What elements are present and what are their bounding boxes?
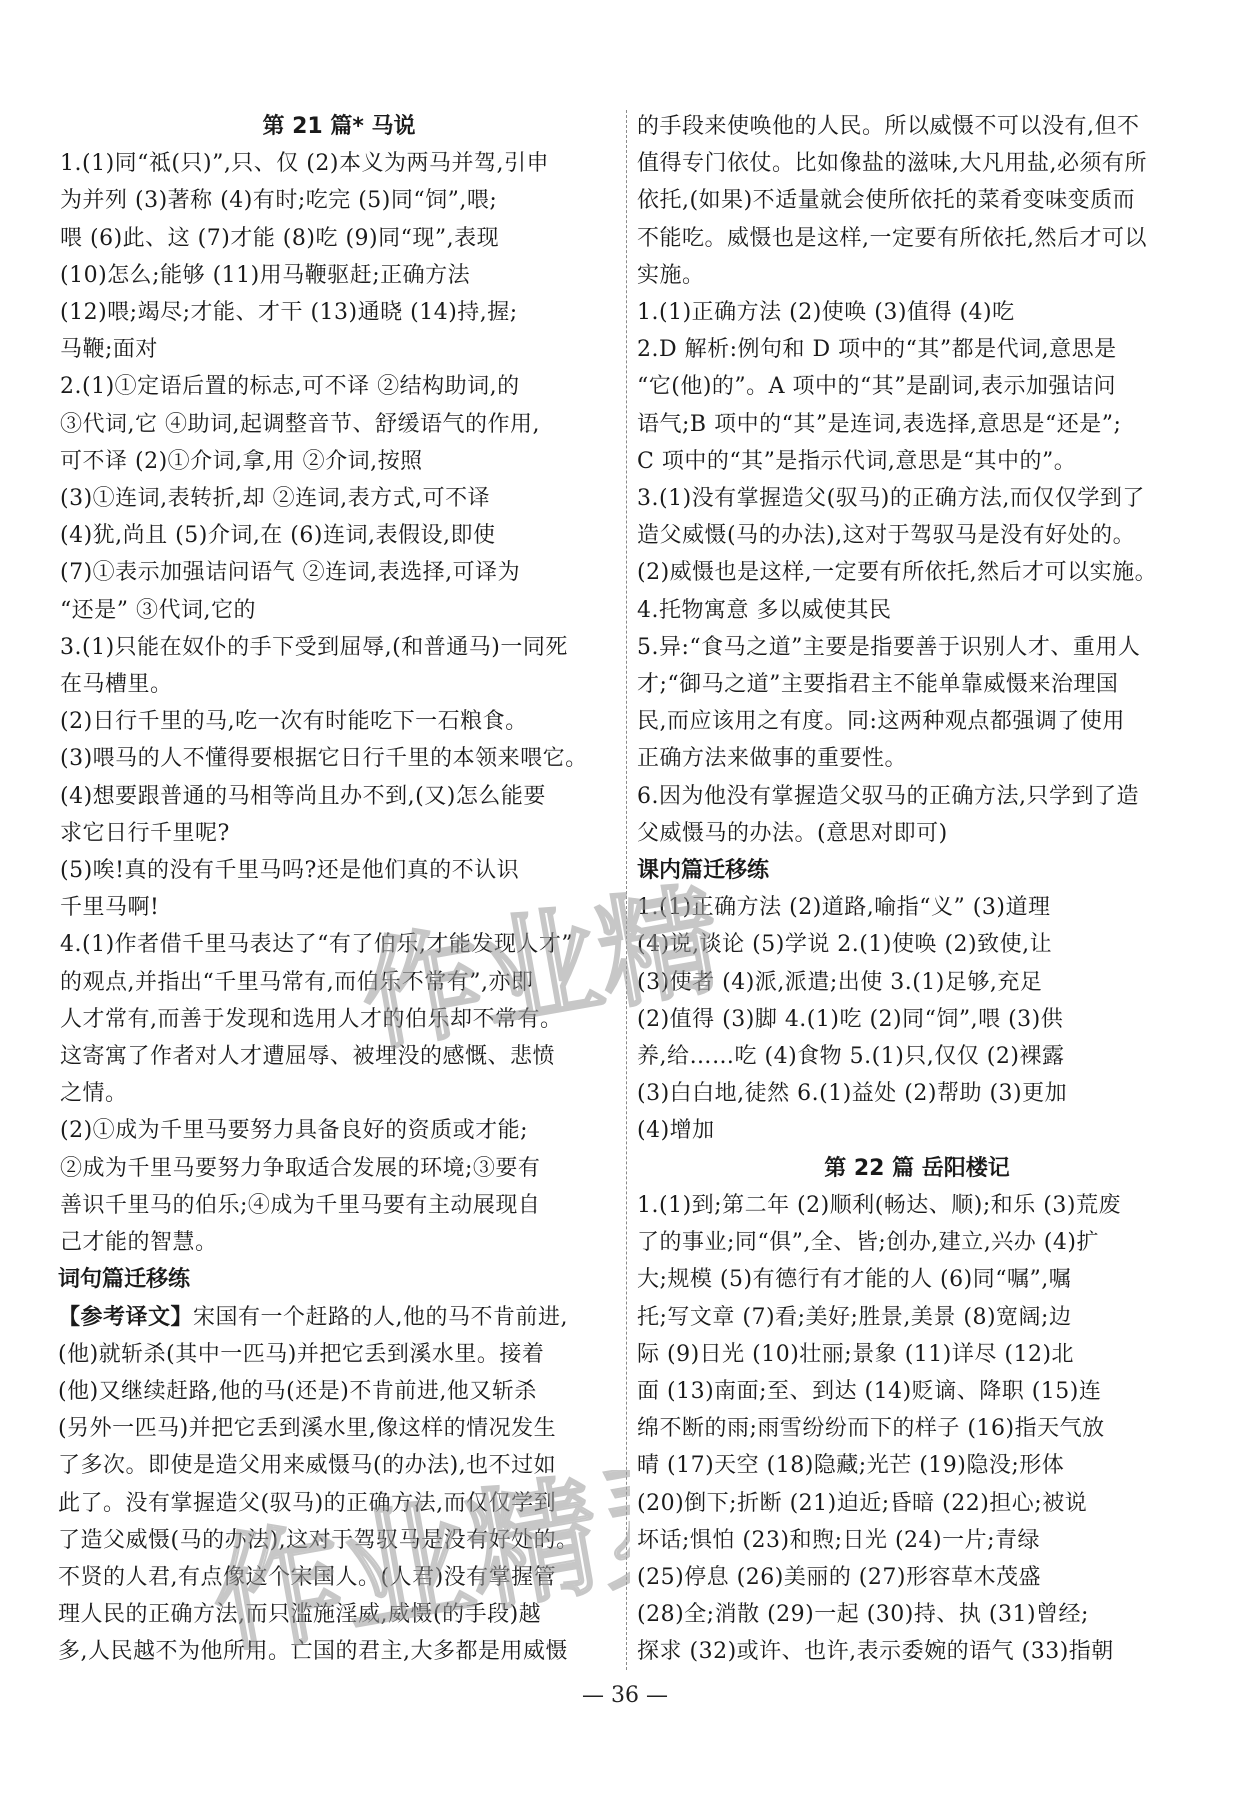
reference-translation [58, 1299, 620, 1671]
translation-line: 依托,(如果)不适量就会使所依托的菜肴变味变质而 [637, 188, 1136, 214]
section-21-answers [58, 145, 620, 1261]
answer-line: (10)怎么;能够 (11)用马鞭驱赶;正确方法 [60, 262, 471, 288]
page-number: — 36 — [582, 1683, 668, 1708]
answer-line: (3)①连词,表转折,却 ②连词,表方式,可不译 [60, 486, 491, 512]
answer-line: 千里马啊! [60, 895, 160, 921]
translation-line: 宋国有一个赶路的人,他的马不肯前进, [193, 1304, 569, 1330]
answer-line: (5)唉!真的没有千里马吗?还是他们真的不认识 [60, 858, 520, 884]
answer-line: 探求 (32)或许、也许,表示委婉的语气 (33)指朝 [637, 1639, 1114, 1665]
answer-line: 大;规模 (5)有德行有才能的人 (6)同“嘱”,嘱 [637, 1267, 1072, 1293]
watermark-text: 作业精灵 [360, 880, 720, 1050]
answer-line: (25)停息 (26)美丽的 (27)形容草木茂盛 [637, 1564, 1041, 1590]
answer-line: 4.托物寓意 多以威使其民 [637, 597, 892, 623]
answer-line: (2)值得 (3)脚 4.(1)吃 (2)同“饲”,喂 (3)供 [637, 1006, 1064, 1032]
answer-line: (2)威慑也是这样,一定要有所依托,然后才可以实施。 [637, 560, 1158, 586]
answer-line: (3)喂马的人不懂得要根据它日行千里的本领来喂它。 [60, 746, 588, 772]
kenei-answers [637, 889, 1197, 1149]
answer-line: “它(他)的”。A 项中的“其”是副词,表示加强诘问 [637, 374, 1117, 400]
answer-line: 己才能的智慧。 [60, 1230, 218, 1256]
translation-line: 不能吃。威慑也是这样,一定要有所依托,然后才可以 [637, 225, 1147, 251]
kenei-section-title: 课内篇迁移练 [637, 858, 770, 884]
answer-line: 父威慑马的办法。(意思对即可) [637, 820, 948, 846]
ciju-answers [637, 294, 1197, 852]
answer-line: 2.(1)①定语后置的标志,可不译 ②结构助词,的 [60, 374, 520, 400]
answer-line: 绵不断的雨;雨雪纷纷而下的样子 (16)指天气放 [637, 1416, 1105, 1442]
column-divider [626, 110, 627, 1670]
answer-line: (2)①成为千里马要努力具备良好的资质或才能; [60, 1118, 529, 1144]
translation-continued [637, 108, 1197, 294]
answer-line: 3.(1)没有掌握造父(驭马)的正确方法,而仅仅学到了 [637, 486, 1145, 512]
translation-line: (他)又继续赶路,他的马(还是)不肯前进,他又斩杀 [58, 1378, 537, 1404]
answer-line: “还是” ③代词,它的 [60, 597, 256, 623]
answer-line: 可不译 (2)①介词,拿,用 ②介词,按照 [60, 448, 423, 474]
answer-line: 民,而应该用之有度。同:这两种观点都强调了使用 [637, 709, 1125, 735]
right-column [637, 108, 1197, 1671]
translation-line: (另外一匹马)并把它丢到溪水里,像这样的情况发生 [58, 1416, 557, 1442]
answer-line: 正确方法来做事的重要性。 [637, 746, 908, 772]
answer-line: 5.异:“食马之道”主要是指要善于识别人才、重用人 [637, 634, 1141, 660]
answer-line: (2)日行千里的马,吃一次有时能吃下一石粮食。 [60, 709, 528, 735]
answer-line: (3)白白地,徒然 6.(1)益处 (2)帮助 (3)更加 [637, 1081, 1068, 1107]
answer-line: 求它日行千里呢? [60, 820, 230, 846]
answer-line: 2.D 解析:例句和 D 项中的“其”都是代词,意思是 [637, 337, 1117, 363]
answer-line: 3.(1)只能在奴仆的手下受到屈辱,(和普通马)一同死 [60, 634, 568, 660]
translation-line: 此了。没有掌握造父(驭马)的正确方法,而仅仅学到 [58, 1490, 557, 1516]
translation-line: 多,人民越不为他所用。亡国的君主,大多都是用威慑 [58, 1639, 568, 1665]
answer-line: 之情。 [60, 1081, 128, 1107]
answer-line: (28)全;消散 (29)一起 (30)持、执 (31)曾经; [637, 1602, 1089, 1628]
answer-line: ②成为千里马要努力争取适合发展的环境;③要有 [60, 1155, 541, 1181]
answer-line: (12)喂;竭尽;才能、才干 (13)通晓 (14)持,握; [60, 300, 518, 326]
answer-line: 1.(1)到;第二年 (2)顺利(畅达、顺);和乐 (3)荒废 [637, 1192, 1121, 1218]
ciju-section-title: 词句篇迁移练 [58, 1267, 191, 1293]
translation-line: 了多次。即使是造父用来威慑马(的办法),也不过如 [58, 1453, 557, 1479]
answer-line: (4)犹,尚且 (5)介词,在 (6)连词,表假设,即使 [60, 523, 496, 549]
translation-line: 实施。 [637, 262, 705, 288]
answer-line: 1.(1)正确方法 (2)道路,喻指“义” (3)道理 [637, 895, 1051, 921]
section-21-title: 第 21 篇* 马说 [262, 114, 416, 139]
watermark-text: 作业精灵 [210, 1470, 630, 1650]
answer-line: 晴 (17)天空 (18)隐藏;光芒 (19)隐没;形体 [637, 1453, 1065, 1479]
section-22-answers [637, 1187, 1197, 1671]
reference-label: 【参考译文】 [58, 1304, 194, 1330]
answer-line: 1.(1)正确方法 (2)使唤 (3)值得 (4)吃 [637, 300, 1015, 326]
answer-line: 1.(1)同“祗(只)”,只、仅 (2)本义为两马并驾,引申 [60, 151, 549, 177]
translation-line: 不贤的人君,有点像这个宋国人。(人君)没有掌握管 [58, 1564, 557, 1590]
answer-line: 养,给……吃 (4)食物 5.(1)只,仅仅 (2)裸露 [637, 1044, 1065, 1070]
answer-line: 际 (9)日光 (10)壮丽;景象 (11)详尽 (12)北 [637, 1341, 1075, 1367]
answer-line: 善识千里马的伯乐;④成为千里马要有主动展现自 [60, 1192, 541, 1218]
answer-line: (20)倒下;折断 (21)迫近;昏暗 (22)担心;被说 [637, 1490, 1088, 1516]
answer-line: 4.(1)作者借千里马表达了“有了伯乐,才能发现人才” [60, 932, 574, 958]
answer-line: 这寄寓了作者对人才遭屈辱、被埋没的感慨、悲愤 [60, 1044, 556, 1070]
answer-line: 人才常有,而善于发现和选用人才的伯乐却不常有。 [60, 1006, 563, 1032]
translation-line: 值得专门依仗。比如像盐的滋味,大凡用盐,必须有所 [637, 151, 1147, 177]
translation-line: 理人民的正确方法,而只滥施淫威,威慑(的手段)越 [58, 1602, 542, 1628]
answer-line: 6.因为他没有掌握造父驭马的正确方法,只学到了造 [637, 783, 1139, 809]
translation-line: 了造父威慑(马的办法),这对于驾驭马是没有好处的。 [58, 1527, 579, 1553]
answer-line: (4)想要跟普通的马相等尚且办不到,(又)怎么能要 [60, 783, 546, 809]
answer-line: (4)说,谈论 (5)学说 2.(1)使唤 (2)致使,让 [637, 932, 1053, 958]
answer-line: 为并列 (3)著称 (4)有时;吃完 (5)同“饲”,喂; [60, 188, 498, 214]
translation-line: 的手段来使唤他的人民。所以威慑不可以没有,但不 [637, 114, 1140, 139]
answer-line: 马鞭;面对 [60, 337, 158, 363]
left-column [58, 108, 620, 1671]
answer-line: 面 (13)南面;至、到达 (14)贬谪、降职 (15)连 [637, 1378, 1102, 1404]
answer-line: 托;写文章 (7)看;美好;胜景,美景 (8)宽阔;边 [637, 1304, 1072, 1330]
translation-line: (他)就斩杀(其中一匹马)并把它丢到溪水里。接着 [58, 1341, 545, 1367]
section-22-title: 第 22 篇 岳阳楼记 [824, 1155, 1010, 1181]
answer-line: 坏话;惧怕 (23)和煦;日光 (24)一片;青绿 [637, 1527, 1041, 1553]
answer-line: 语气;B 项中的“其”是连词,表选择,意思是“还是”; [637, 411, 1122, 437]
answer-line: (7)①表示加强诘问语气 ②连词,表选择,可译为 [60, 560, 521, 586]
answer-line: C 项中的“其”是指示代词,意思是“其中的”。 [637, 448, 1077, 474]
answer-line: 了的事业;同“俱”,全、皆;创办,建立,兴办 (4)扩 [637, 1230, 1099, 1256]
answer-line: 喂 (6)此、这 (7)才能 (8)吃 (9)同“现”,表现 [60, 225, 500, 251]
answer-line: 的观点,并指出“千里马常有,而伯乐不常有”,亦即 [60, 969, 534, 995]
answer-line: 造父威慑(马的办法),这对于驾驭马是没有好处的。 [637, 523, 1136, 549]
answer-line: (4)增加 [637, 1118, 715, 1144]
answer-line: ③代词,它 ④助词,起调整音节、舒缓语气的作用, [60, 411, 540, 437]
answer-line: 才;“御马之道”主要指君主不能单靠威慑来治理国 [637, 672, 1119, 698]
answer-line: 在马槽里。 [60, 672, 173, 698]
answer-line: (3)使者 (4)派,派遣;出使 3.(1)足够,充足 [637, 969, 1043, 995]
